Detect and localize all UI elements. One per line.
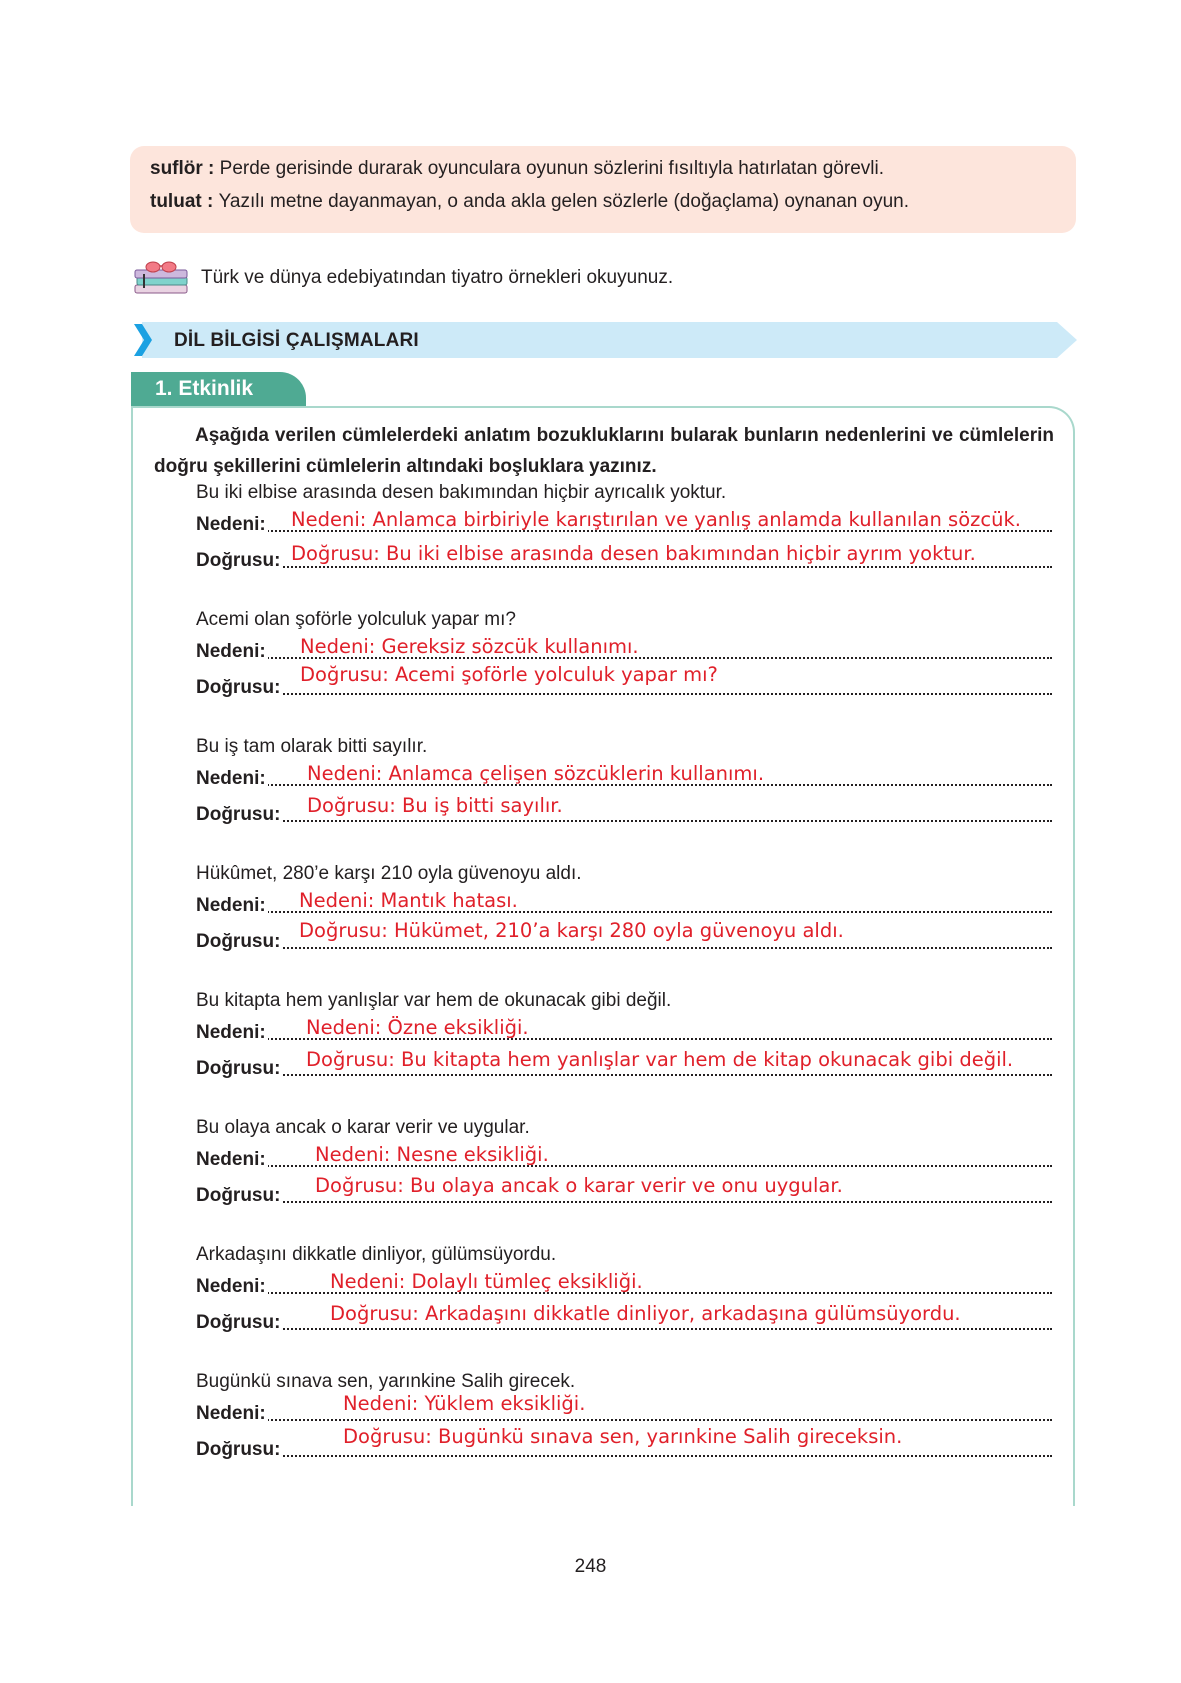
reason-label: Nedeni:	[196, 1403, 266, 1424]
activity-tab	[131, 372, 306, 406]
glossary-term: tuluat	[150, 191, 202, 212]
books-with-glasses-icon	[133, 261, 191, 295]
correction-label: Doğrusu:	[196, 804, 281, 825]
reason-line[interactable]	[196, 1272, 1052, 1298]
exercise-sentence: Bu kitapta hem yanlışlar var hem de okunacak gibi değil.	[196, 990, 672, 1011]
reason-label: Nedeni:	[196, 1022, 266, 1043]
glossary-box	[130, 146, 1076, 233]
glossary-definition: Yazılı metne dayanmayan, o anda akla gelen sözlerle (doğaçlama) oynanan oyun.	[218, 191, 910, 212]
correction-line[interactable]	[196, 1302, 1052, 1334]
activity-instruction: Aşağıda verilen cümlelerdeki anlatım bozukluklarını bularak bunların nedenlerini ve cümlelerin doğru şekillerini cümlelerin altındaki boşluklara yazınız.	[154, 425, 1054, 477]
correction-answer: Doğrusu: Bu kitapta hem yanlışlar var hem de kitap okunacak gibi değil.	[306, 1048, 1014, 1071]
dotted-answer-line	[196, 820, 1052, 822]
reason-label: Nedeni:	[196, 895, 266, 916]
correction-answer: Doğrusu: Bu iş bitti sayılır.	[307, 794, 563, 817]
glossary-definition: Perde gerisinde durarak oyunculara oyunun sözlerini fısıltıyla hatırlatan görevli.	[219, 158, 884, 179]
correction-label: Doğrusu:	[196, 550, 281, 571]
exercise-sentence: Bu iş tam olarak bitti sayılır.	[196, 736, 428, 757]
reason-line[interactable]	[196, 891, 1052, 917]
correction-label: Doğrusu:	[196, 1058, 281, 1079]
correction-label: Doğrusu:	[196, 677, 281, 698]
reason-answer: Nedeni: Anlamca birbiriyle karıştırılan ve yanlış anlamda kullanılan sözcük.	[291, 508, 1021, 531]
dotted-answer-line	[196, 947, 1052, 949]
exercise-sentence: Bu iki elbise arasında desen bakımından hiçbir ayrıcalık yoktur.	[196, 482, 727, 503]
dotted-answer-line	[196, 1201, 1052, 1203]
activity-tab-label: 1. Etkinlik	[155, 377, 254, 400]
exercise-sentence: Hükûmet, 280’e karşı 210 oyla güvenoyu aldı.	[196, 863, 582, 884]
section-title: DİL BİLGİSİ ÇALIŞMALARI	[174, 330, 419, 351]
correction-line[interactable]	[196, 663, 1052, 699]
reason-label: Nedeni:	[196, 641, 266, 662]
reason-answer: Nedeni: Mantık hatası.	[299, 889, 518, 912]
correction-label: Doğrusu:	[196, 931, 281, 952]
reason-label: Nedeni:	[196, 1149, 266, 1170]
reading-suggestion-text: Türk ve dünya edebiyatından tiyatro örnekleri okuyunuz.	[201, 267, 674, 288]
dotted-answer-line	[196, 693, 1052, 695]
reason-line[interactable]	[196, 637, 1052, 663]
exercise-sentence: Acemi olan şoförle yolculuk yapar mı?	[196, 609, 516, 630]
reason-answer: Nedeni: Anlamca çelişen sözcüklerin kullanımı.	[307, 762, 765, 785]
reason-line[interactable]	[196, 1018, 1052, 1044]
correction-line[interactable]	[196, 919, 1052, 953]
glossary-term: suflör	[150, 158, 203, 179]
correction-answer: Doğrusu: Hükümet, 210’a karşı 280 oyla güvenoyu aldı.	[299, 919, 844, 942]
reading-suggestion	[133, 261, 673, 295]
dotted-answer-line	[196, 566, 1052, 568]
reason-answer: Nedeni: Özne eksikliği.	[306, 1016, 529, 1039]
correction-line[interactable]	[196, 1425, 1052, 1461]
exercise-sentence: Bugünkü sınava sen, yarınkine Salih girecek.	[196, 1371, 576, 1392]
reason-label: Nedeni:	[196, 1276, 266, 1297]
section-header	[132, 322, 1077, 358]
exercise-sentence: Arkadaşını dikkatle dinliyor, gülümsüyordu.	[196, 1244, 557, 1265]
correction-label: Doğrusu:	[196, 1439, 281, 1460]
dotted-answer-line	[196, 1455, 1052, 1457]
correction-label: Doğrusu:	[196, 1185, 281, 1206]
correction-answer: Doğrusu: Acemi şoförle yolculuk yapar mı?	[300, 663, 718, 686]
reason-answer: Nedeni: Dolaylı tümleç eksikliği.	[330, 1270, 643, 1293]
dotted-answer-line	[196, 1328, 1052, 1330]
correction-answer: Doğrusu: Bu iki elbise arasında desen bakımından hiçbir ayrım yoktur.	[291, 542, 976, 565]
page-number: 248	[574, 1556, 607, 1577]
correction-line[interactable]	[196, 1174, 1052, 1207]
correction-line[interactable]	[196, 794, 1052, 826]
correction-answer: Doğrusu: Arkadaşını dikkatle dinliyor, arkadaşına gülümsüyordu.	[330, 1302, 961, 1325]
reason-answer: Nedeni: Nesne eksikliği.	[315, 1143, 549, 1166]
exercise-sentence: Bu olaya ancak o karar verir ve uygular.	[196, 1117, 530, 1138]
dotted-answer-line	[196, 1419, 1052, 1421]
reason-answer: Nedeni: Yüklem eksikliği.	[343, 1392, 586, 1415]
correction-line[interactable]	[196, 1048, 1052, 1080]
reason-answer: Nedeni: Gereksiz sözcük kullanımı.	[300, 635, 639, 658]
reason-label: Nedeni:	[196, 768, 266, 789]
glossary-entry: tuluat : Yazılı metne dayanmayan, o anda akla gelen sözlerle (doğaçlama) oynanan oyun.	[150, 191, 910, 212]
reason-line[interactable]	[196, 510, 1052, 536]
correction-label: Doğrusu:	[196, 1312, 281, 1333]
correction-line[interactable]	[196, 542, 1052, 572]
correction-answer: Doğrusu: Bu olaya ancak o karar verir ve onu uygular.	[315, 1174, 843, 1197]
reason-line[interactable]	[196, 1145, 1052, 1171]
correction-answer: Doğrusu: Bugünkü sınava sen, yarınkine Salih gireceksin.	[343, 1425, 903, 1448]
glossary-entry: suflör : Perde gerisinde durarak oyunculara oyunun sözlerini fısıltıyla hatırlatan görevli.	[150, 158, 884, 179]
reason-line[interactable]	[196, 764, 1052, 790]
reason-label: Nedeni:	[196, 514, 266, 535]
dotted-answer-line	[196, 1074, 1052, 1076]
reason-line[interactable]	[196, 1392, 1052, 1425]
